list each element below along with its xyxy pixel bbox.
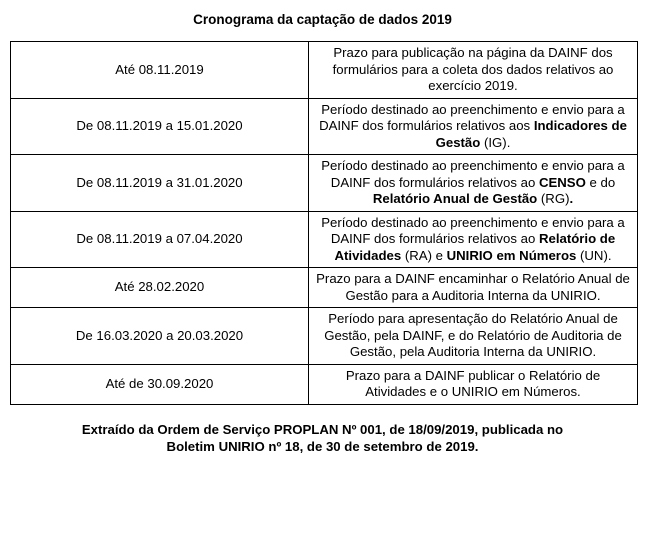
description-cell: Período destinado ao preenchimento e envio para a DAINF dos formulários relativos ao CENSO e do Relatório Anual de Gestão (RG). [309, 155, 638, 212]
description-cell: Período para apresentação do Relatório Anual de Gestão, pela DAINF, e do Relatório de Auditoria de Gestão, pela Auditoria Interna da UNIRIO. [309, 308, 638, 365]
schedule-table-body [11, 42, 638, 405]
table-row [11, 42, 638, 99]
table-row [11, 364, 638, 404]
table-row [11, 98, 638, 155]
date-cell: Até 28.02.2020 [11, 268, 309, 308]
table-row [11, 211, 638, 268]
source-note-line2: Boletim UNIRIO nº 18, de 30 de setembro de 2019. [166, 438, 479, 454]
date-cell: De 16.03.2020 a 20.03.2020 [11, 308, 309, 365]
schedule-table [10, 41, 638, 405]
source-note [10, 421, 635, 455]
source-note-line1: Extraído da Ordem de Serviço PROPLAN Nº 001, de 18/09/2019, publicada no [81, 421, 564, 437]
description-cell: Período destinado ao preenchimento e envio para a DAINF dos formulários relativos aos Indicadores de Gestão (IG). [309, 98, 638, 155]
table-row [11, 268, 638, 308]
date-cell: De 08.11.2019 a 15.01.2020 [11, 98, 309, 155]
page-title: Cronograma da captação de dados 2019 [193, 12, 452, 27]
description-cell: Prazo para a DAINF publicar o Relatório de Atividades e o UNIRIO em Números. [309, 364, 638, 404]
date-cell: De 08.11.2019 a 07.04.2020 [11, 211, 309, 268]
date-cell: De 08.11.2019 a 31.01.2020 [11, 155, 309, 212]
description-cell: Prazo para publicação na página da DAINF dos formulários para a coleta dos dados relativos ao exercício 2019. [309, 42, 638, 99]
table-row [11, 155, 638, 212]
table-row [11, 308, 638, 365]
description-cell: Período destinado ao preenchimento e envio para a DAINF dos formulários relativos ao Relatório de Atividades (RA) e UNIRIO em Números (UN). [309, 211, 638, 268]
date-cell: Até de 30.09.2020 [11, 364, 309, 404]
description-cell: Prazo para a DAINF encaminhar o Relatório Anual de Gestão para a Auditoria Interna da UNIRIO. [309, 268, 638, 308]
date-cell: Até 08.11.2019 [11, 42, 309, 99]
